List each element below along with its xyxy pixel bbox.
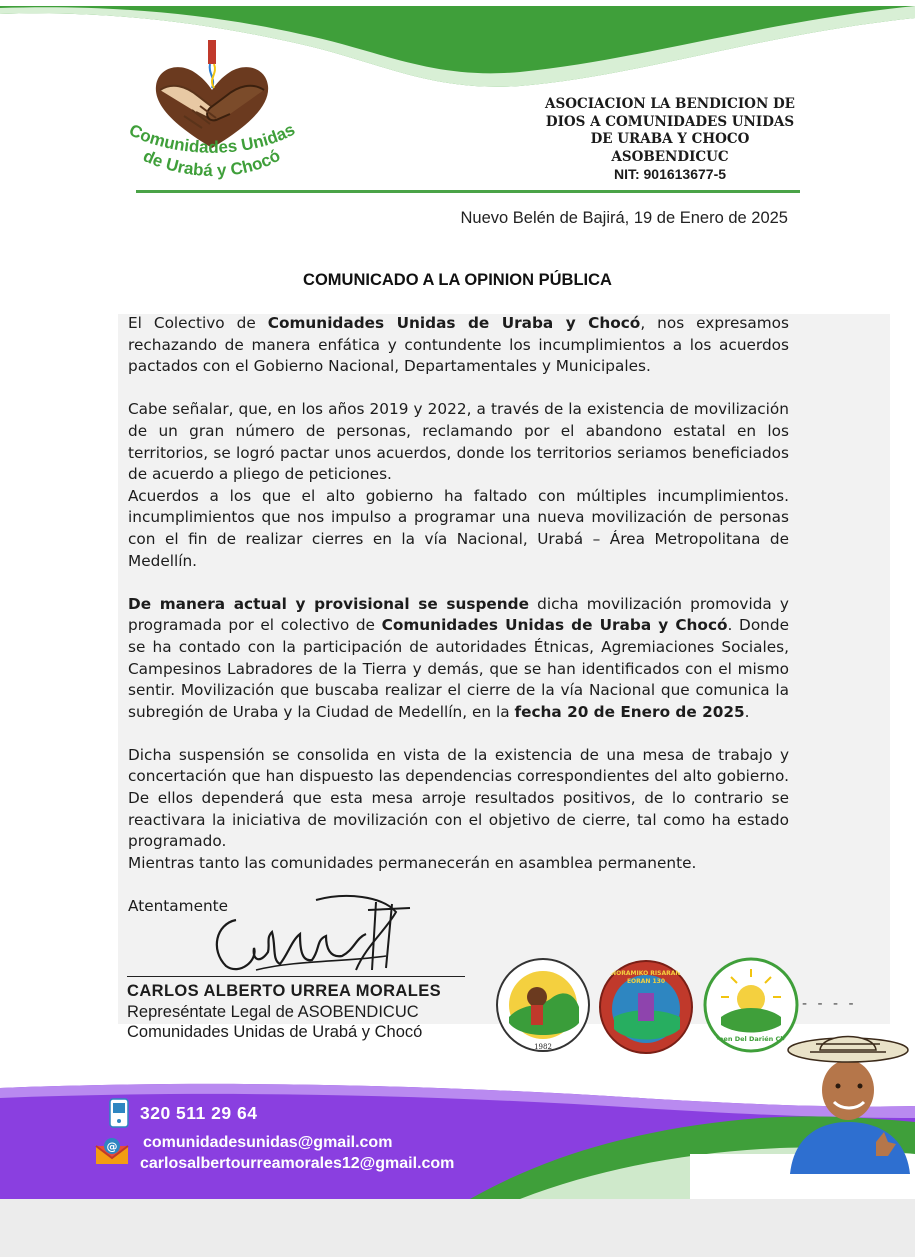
footer-phone[interactable]: 320 511 29 64 <box>140 1103 258 1123</box>
nit-number: NIT: 901613677-5 <box>613 166 727 182</box>
paragraph-6: Mientras tanto las comunidades permanecerán en asamblea permanente. <box>128 853 697 872</box>
document-title: COMUNICADO A LA OPINION PÚBLICA <box>303 271 612 289</box>
footer-email-secondary[interactable]: carlosalbertourreamorales12@gmail.com <box>140 1155 455 1172</box>
representative-photo <box>780 1024 915 1174</box>
logo-text-line2: de Urabá y Chocó <box>140 145 284 181</box>
paragraph-4: De manera actual y provisional se suspende dicha movilización promovida y programada por el colectivo de Comunidades Unidas de Uraba y Chocó. Donde se ha contado con la participación de autoridades Étnicas, Agremiaciones Sociales, Campesinos Labradores de la Tierra y demás, que se han identificados con el mismo sentir. Movilización que buscaba realizar el cierre de la vía Nacional que comunica la subregión de Uraba y la Ciudad de Medellín, en la fecha 20 de Enero de 2025. <box>128 594 789 721</box>
seal1-year: 1982 <box>534 1043 552 1051</box>
signer-organization: Comunidades Unidas de Urabá y Chocó <box>127 1023 423 1041</box>
svg-text:@: @ <box>106 1140 118 1153</box>
paragraph-2: Cabe señalar, que, en los años 2019 y 2022, a través de la existencia de movilización de un gran número de personas, reclamando por el abandono estatal en los territorios, se logró pactar unos acuerdos, donde los territorios seriamos beneficiados de acuerdo a pliego de peticiones. <box>128 400 789 484</box>
header-divider <box>136 190 800 193</box>
communique-body <box>128 313 789 874</box>
footer-email-primary[interactable]: comunidadesunidas@gmail.com <box>143 1134 393 1151</box>
email-icon <box>94 1136 130 1166</box>
seal3-text: Carmen Del Darién Chocó <box>704 1035 798 1043</box>
org-name-line: DE URABA Y CHOCO <box>590 131 750 147</box>
signer-name: CARLOS ALBERTO URREA MORALES <box>127 982 442 1000</box>
logo-text-line1: Comunidades Unidas <box>126 119 298 157</box>
seal2-line1: ANORAMIKO RISARAÑO <box>606 970 686 977</box>
indigenous-council-seal <box>495 957 591 1053</box>
signature-line <box>127 976 465 977</box>
paragraph-1: El Colectivo de Comunidades Unidas de Uraba y Chocó, nos expresamos rechazando de manera enfática y contundente los incumplimientos a los acuerdos pactados con el Gobierno Nacional, Departamentales y Municipales. <box>128 314 789 376</box>
community-seal <box>598 959 694 1055</box>
org-name-line: ASOCIACION LA BENDICION DE <box>545 96 795 112</box>
footer-band <box>0 1078 915 1199</box>
page-bottom-margin <box>0 1199 915 1257</box>
signer-role: Represéntate Legal de ASOBENDICUC <box>127 1002 419 1021</box>
paragraph-5: Dicha suspensión se consolida en vista de la existencia de una mesa de trabajo y concertación que han dispuesto las dependencias correspondientes del alto gobierno. De ellos dependerá que esta mesa arroje resultados positivos, de lo contrario se reactivara la iniciativa de movilización con el objetivo de cierre, tal como ha estado programado. <box>128 745 789 851</box>
signer-block <box>127 981 441 1043</box>
logo-wordmark <box>118 116 328 196</box>
org-acronym: ASOBENDICUC <box>611 148 729 165</box>
handwritten-signature <box>196 890 426 980</box>
date-line: Nuevo Belén de Bajirá, 19 de Enero de 2025 <box>460 209 788 227</box>
seal2-line2: EORAN 130 <box>626 978 666 985</box>
phone-icon <box>108 1097 130 1129</box>
org-name-line: DIOS A COMUNIDADES UNIDAS <box>545 113 795 130</box>
decorative-dashes: - - - - <box>802 996 857 1012</box>
paragraph-3: Acuerdos a los que el alto gobierno ha faltado con múltiples incumplimientos. incumplimientos que nos impulso a programar una nueva movilización de personas con el fin de realizar cierres en la vía Nacional, Urabá – Área Metropolitana de Medellín. <box>128 486 789 570</box>
closing-salutation: Atentamente <box>128 897 229 915</box>
organization-header <box>520 96 820 184</box>
